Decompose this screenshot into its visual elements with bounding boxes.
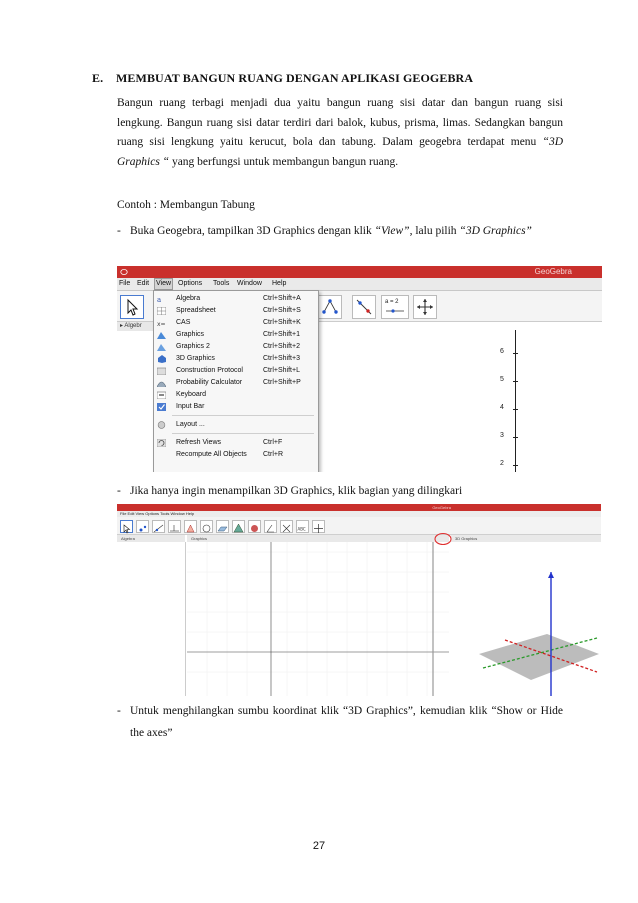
keyboard-icon	[157, 391, 166, 399]
view-dropdown-menu	[153, 290, 319, 472]
svg-text:a: a	[157, 296, 162, 303]
app-title: GeoGebra	[432, 505, 451, 510]
step-dash: -	[117, 485, 121, 497]
menu-item-spreadsheet[interactable]: Spreadsheet Ctrl+Shift+S	[154, 305, 318, 317]
point-icon	[137, 523, 148, 534]
svg-text:x=: x=	[157, 321, 166, 327]
menu-item-layout[interactable]: Layout ...	[154, 419, 318, 431]
move-arrows-icon	[313, 523, 324, 534]
text-icon	[297, 523, 308, 534]
y-tick-mark	[513, 409, 518, 410]
slider-tool-button[interactable]	[381, 295, 409, 319]
angle-icon	[265, 523, 276, 534]
intro-text-2: yang berfungsi untuk membangun bangun ruang.	[169, 155, 399, 168]
menu-items[interactable]: File Edit View Options Tools Window Help	[120, 511, 195, 516]
angle-tool-button[interactable]	[264, 520, 277, 533]
algebra-tab-label: Algebr	[124, 323, 142, 329]
section-number: E.	[92, 71, 104, 85]
graphics3d-icon	[157, 355, 166, 363]
check-icon	[157, 403, 166, 411]
menu-options[interactable]: Options	[178, 280, 203, 287]
step-1-text-a: Buka Geogebra, tampilkan 3D Graphics dengan klik	[130, 225, 375, 237]
menu-tools[interactable]: Tools	[213, 280, 230, 287]
y-tick-mark	[513, 437, 518, 438]
line-tool-button[interactable]	[352, 295, 376, 319]
reflect-icon	[281, 523, 292, 534]
step-3	[117, 700, 563, 744]
menu-item-refresh-views[interactable]: Refresh Views Ctrl+F	[154, 437, 318, 449]
y-tick-label: 6	[500, 348, 504, 355]
example-label: Contoh : Membangun Tabung	[117, 199, 255, 211]
construction-icon	[157, 367, 166, 375]
intro-paragraph	[117, 94, 563, 172]
perpendicular-icon	[169, 523, 180, 534]
algebra-tab[interactable]	[117, 322, 157, 331]
step-2	[117, 480, 563, 502]
cursor-icon	[121, 296, 143, 318]
polygon-tool-button[interactable]	[184, 520, 197, 533]
menu-edit[interactable]: Edit	[137, 280, 150, 287]
refresh-icon	[157, 439, 166, 447]
y-tick-mark	[513, 465, 518, 466]
algebra-header: Algebra	[117, 535, 185, 543]
y-tick-mark	[513, 381, 518, 382]
menu-separator	[172, 433, 314, 434]
menu-item-algebra[interactable]: a Algebra Ctrl+Shift+A	[157, 295, 301, 303]
geogebra-view-menu-screenshot	[117, 266, 602, 472]
move-tool-button[interactable]	[120, 295, 144, 319]
geogebra-logo-icon	[120, 268, 128, 276]
graphics2-icon	[157, 343, 166, 351]
step-3-text: Untuk menghilangkan sumbu koordinat klik “3D Graphics”, kemudian klik “Show or Hide the axes”	[130, 705, 563, 739]
section-heading	[92, 71, 473, 86]
step-1-text-b: lalu pilih	[412, 225, 460, 237]
menu-window[interactable]: Window	[237, 280, 262, 287]
point-tool-button[interactable]	[136, 520, 149, 533]
y-tick-label: 5	[500, 376, 504, 383]
circle-tool-button[interactable]	[200, 520, 213, 533]
polygon-icon	[319, 296, 341, 318]
y-tick-label: 3	[500, 432, 504, 439]
line-tool-button[interactable]	[152, 520, 165, 533]
algebra-icon	[157, 295, 166, 303]
menu-item-probability-calculator[interactable]: Probability Calculator Ctrl+Shift+P	[154, 377, 318, 389]
graphics-3d-view[interactable]	[451, 542, 601, 696]
title-bar	[117, 504, 601, 511]
cas-icon	[157, 319, 166, 327]
menu-item-3d-graphics[interactable]: 3D Graphics Ctrl+Shift+3	[154, 353, 318, 365]
menu-item-graphics[interactable]: Graphics Ctrl+Shift+1	[154, 329, 318, 341]
intro-menu-name: “3D Graphics “	[117, 136, 563, 168]
page-number: 27	[312, 840, 326, 852]
sphere-icon	[249, 523, 260, 534]
triangle-icon: ▸	[120, 323, 124, 329]
slider-label: a = 2	[385, 299, 399, 305]
y-tick-mark	[513, 353, 518, 354]
menu-item-cas[interactable]: x= CAS Ctrl+Shift+K	[157, 319, 301, 327]
spreadsheet-icon	[157, 307, 166, 315]
menu-separator	[172, 415, 314, 416]
graphics-header: Graphics	[187, 535, 449, 543]
highlight-circle-icon	[433, 532, 453, 546]
step-1-italic-b: “3D Graphics”	[459, 225, 532, 237]
cursor-icon	[121, 523, 132, 534]
menu-item-graphics-2[interactable]: Graphics 2 Ctrl+Shift+2	[154, 341, 318, 353]
y-axis	[515, 330, 516, 472]
graphics-icon	[157, 331, 166, 339]
intro-text-1: Bangun ruang terbagi menjadi dua yaitu bangun ruang sisi datar dan bangun ruang sisi lengkung. Bangun ruang sisi datar terdiri dari balok, kubus, prisma, limas. Sedangkan bangun ruang sisi lengkung yaitu kerucut, bola dan tabung. Dalam geogebra terdapat menu	[117, 97, 563, 148]
step-1	[117, 220, 563, 242]
app-title: GeoGebra	[534, 267, 572, 276]
step-2-text: Jika hanya ingin menampilkan 3D Graphics, klik bagian yang dilingkari	[130, 485, 463, 497]
move-tool-button[interactable]	[120, 520, 133, 533]
menu-item-input-bar[interactable]: Input Bar	[154, 401, 318, 413]
svg-text:ABC: ABC	[297, 526, 306, 532]
line-icon	[353, 296, 375, 318]
plane-tool-button[interactable]	[216, 520, 229, 533]
menu-help[interactable]: Help	[272, 280, 287, 287]
step-dash: -	[117, 225, 121, 237]
move-view-button[interactable]	[413, 295, 437, 319]
circle-icon	[201, 523, 212, 534]
y-tick-label: 4	[500, 404, 504, 411]
step-1-italic-a: “View”,	[374, 225, 413, 237]
rotate-view-button[interactable]	[312, 520, 325, 533]
probability-icon	[157, 379, 166, 387]
y-tick-label: 2	[500, 460, 504, 467]
plane-icon	[217, 523, 228, 534]
menu-item-keyboard[interactable]: Keyboard	[154, 389, 318, 401]
section-title: MEMBUAT BANGUN RUANG DENGAN APLIKASI GEOGEBRA	[116, 71, 474, 85]
algebra-panel[interactable]	[117, 542, 186, 696]
toolbar	[117, 517, 601, 535]
menu-item-recompute-all-objects[interactable]: Recompute All Objects Ctrl+R	[176, 451, 284, 458]
pyramid-icon	[233, 523, 244, 534]
menu-file[interactable]: File	[119, 280, 131, 287]
graphics-2d-view[interactable]	[187, 542, 449, 696]
title-bar	[117, 266, 602, 278]
line-icon	[153, 523, 164, 534]
menu-item-construction-protocol[interactable]: Construction Protocol Ctrl+Shift+L	[154, 365, 318, 377]
layout-icon	[157, 421, 166, 429]
pyramid-tool-button[interactable]	[232, 520, 245, 533]
perpendicular-tool-button[interactable]	[168, 520, 181, 533]
menu-view[interactable]: View	[154, 278, 173, 290]
sphere-tool-button[interactable]	[248, 520, 261, 533]
text-tool-button[interactable]	[296, 520, 309, 533]
move-arrows-icon	[414, 296, 436, 318]
graphics3d-header: 3D Graphics	[451, 535, 601, 543]
geogebra-3d-screenshot	[117, 504, 601, 696]
polygon-icon	[185, 523, 196, 534]
polygon-tool-button[interactable]	[318, 295, 342, 319]
reflect-tool-button[interactable]	[280, 520, 293, 533]
step-dash: -	[117, 705, 121, 717]
